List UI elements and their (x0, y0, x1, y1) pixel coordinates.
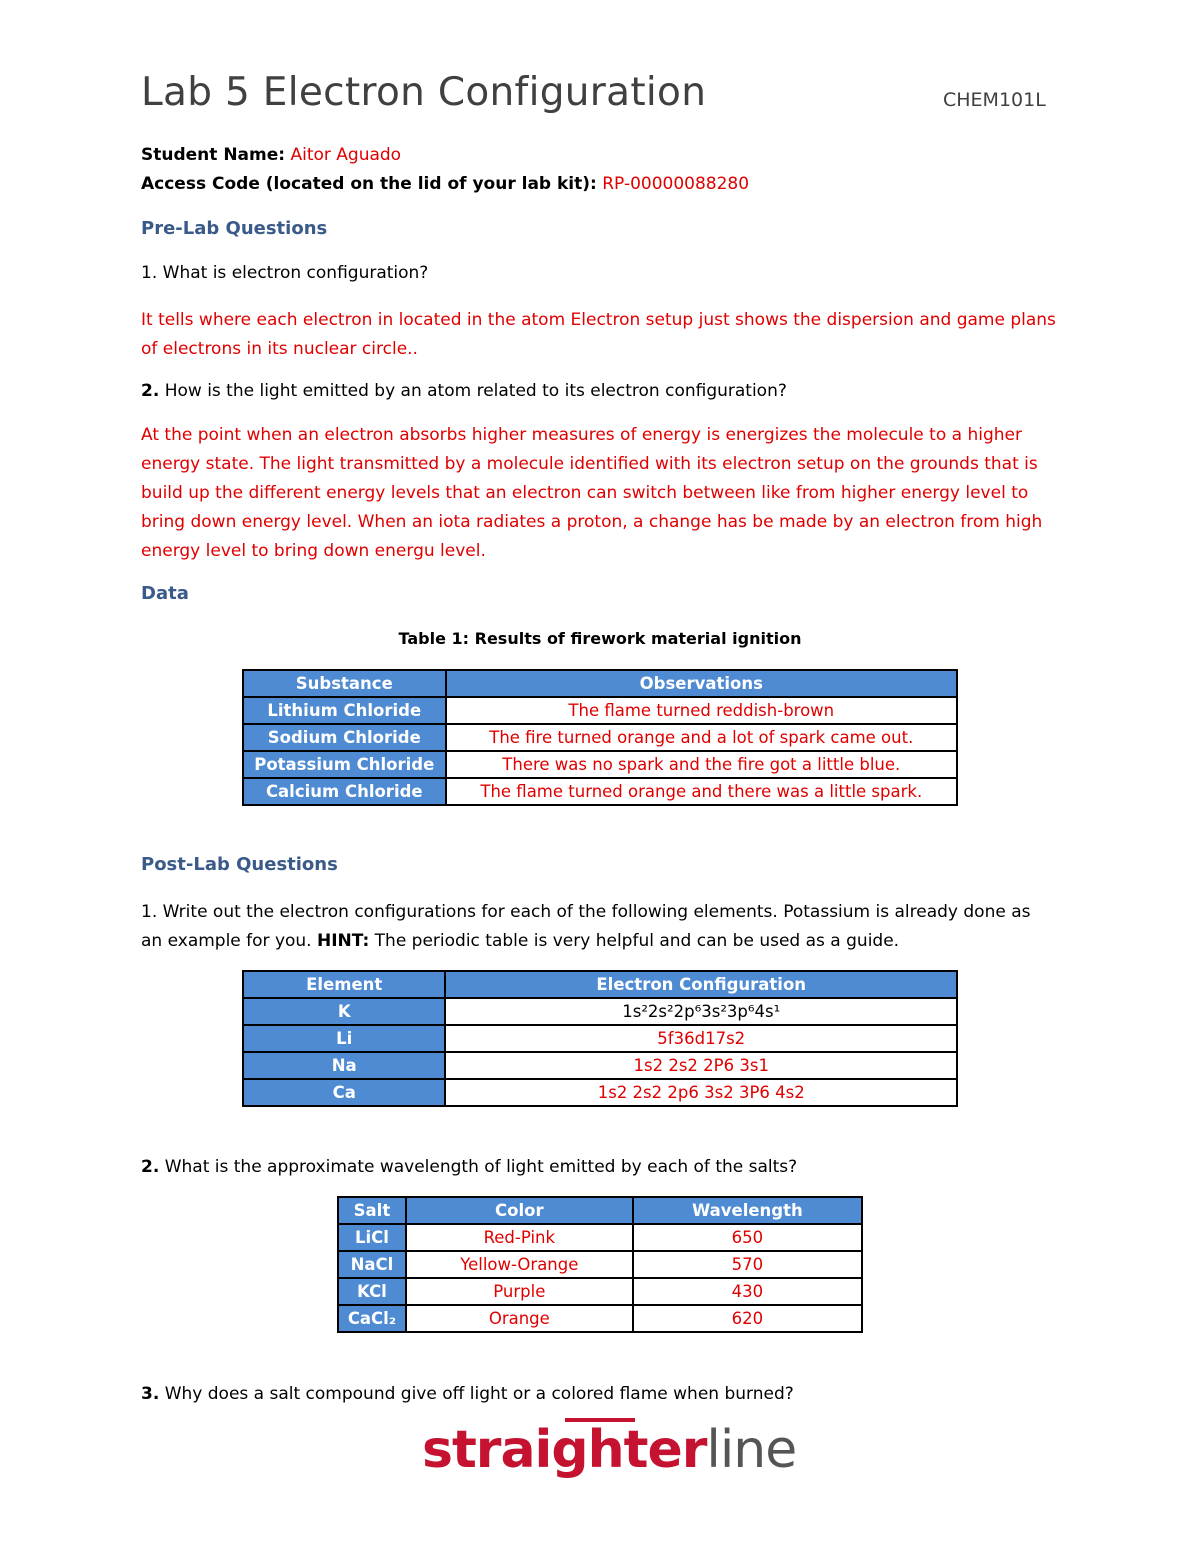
table-row (243, 1025, 957, 1052)
prelab-heading: Pre-Lab Questions (141, 218, 328, 239)
element-cell: Ca (243, 1079, 445, 1106)
color-cell: Red-Pink (406, 1224, 633, 1251)
table-row (243, 697, 957, 724)
prelab-answer-2: At the point when an electron absorbs higher measures of energy is energizes the molecule to a higher energy state. The light transmitted by a molecule identified with its electron setup on the grounds that is build up the different energy levels that an electron can switch between like from higher energy level to bring down energy level. When an iota radiates a proton, a change has be made by an electron from high energy level to bring down energu level. (141, 425, 1043, 561)
column-header: Electron Configuration (445, 971, 957, 998)
postlab-heading: Post-Lab Questions (141, 854, 338, 875)
access-code-label: Access Code (located on the lid of your lab kit): (141, 174, 597, 194)
table-row (338, 1224, 862, 1251)
hint-text: The periodic table is very helpful and can be used as a guide. (374, 931, 900, 951)
table-header-row (338, 1197, 862, 1224)
column-header: Substance (243, 670, 446, 697)
question-text: an example for you. (141, 931, 312, 951)
configuration-cell: 1s²2s²2p⁶3s²3p⁶4s¹ (445, 998, 957, 1025)
table-row (338, 1251, 862, 1278)
prelab-question-2 (141, 377, 787, 405)
salt-cell: NaCl (338, 1251, 406, 1278)
postlab-question-3 (141, 1380, 794, 1408)
question-number: 1. (141, 902, 158, 922)
student-name-value: Aitor Aguado (290, 145, 402, 165)
substance-cell: Calcium Chloride (243, 778, 446, 805)
substance-cell: Sodium Chloride (243, 724, 446, 751)
course-code: CHEM101L (943, 89, 1046, 111)
table-row (243, 1052, 957, 1079)
table-salt-wavelengths (337, 1196, 863, 1333)
salt-cell: CaCl₂ (338, 1305, 406, 1332)
observation-cell: The fire turned orange and a lot of spark came out. (446, 724, 957, 751)
color-cell: Purple (406, 1278, 633, 1305)
table-row (338, 1305, 862, 1332)
substance-cell: Lithium Chloride (243, 697, 446, 724)
column-header: Wavelength (633, 1197, 862, 1224)
question-text: How is the light emitted by an atom related to its electron configuration? (164, 381, 787, 401)
element-cell: Na (243, 1052, 445, 1079)
wavelength-cell: 620 (633, 1305, 862, 1332)
logo-text-primary: straighter (422, 1420, 707, 1480)
table-row (243, 778, 957, 805)
table-row (338, 1278, 862, 1305)
column-header: Observations (446, 670, 957, 697)
salt-cell: LiCl (338, 1224, 406, 1251)
question-text: What is the approximate wavelength of light emitted by each of the salts? (164, 1157, 798, 1177)
question-text: Write out the electron configurations for each of the following elements. Potassium is already done as (162, 902, 1031, 922)
student-name-label: Student Name: (141, 145, 286, 165)
table-row (243, 1079, 957, 1106)
prelab-question-1 (141, 259, 428, 287)
configuration-cell: 1s2 2s2 2P6 3s1 (445, 1052, 957, 1079)
logo-text-secondary: line (706, 1420, 797, 1480)
wavelength-cell: 570 (633, 1251, 862, 1278)
question-text: What is electron configuration? (162, 263, 429, 283)
question-number: 2. (141, 1157, 160, 1177)
straighterline-logo (422, 1420, 796, 1480)
wavelength-cell: 650 (633, 1224, 862, 1251)
table-row (243, 751, 957, 778)
configuration-cell: 5f36d17s2 (445, 1025, 957, 1052)
table-row (243, 724, 957, 751)
table-firework-results (242, 669, 958, 806)
access-code-line (141, 170, 749, 198)
hint-label: HINT: (317, 931, 370, 951)
question-number: 2. (141, 381, 160, 401)
substance-cell: Potassium Chloride (243, 751, 446, 778)
question-text: Why does a salt compound give off light or a colored flame when burned? (164, 1384, 794, 1404)
prelab-answer-1: It tells where each electron in located in the atom Electron setup just shows the dispersion and game plans of electrons in its nuclear circle.. (141, 310, 1056, 359)
question-number: 3. (141, 1384, 160, 1404)
color-cell: Yellow-Orange (406, 1251, 633, 1278)
access-code-value: RP-00000088280 (602, 174, 750, 194)
column-header: Color (406, 1197, 633, 1224)
postlab-question-2 (141, 1153, 797, 1181)
wavelength-cell: 430 (633, 1278, 862, 1305)
configuration-cell: 1s2 2s2 2p6 3s2 3P6 4s2 (445, 1079, 957, 1106)
page-title: Lab 5 Electron Configuration (141, 70, 707, 115)
question-number: 1. (141, 263, 158, 283)
observation-cell: The flame turned reddish-brown (446, 697, 957, 724)
observation-cell: The flame turned orange and there was a little spark. (446, 778, 957, 805)
table-header-row (243, 971, 957, 998)
observation-cell: There was no spark and the fire got a little blue. (446, 751, 957, 778)
postlab-question-1-line-b (141, 927, 899, 955)
table1-caption: Table 1: Results of firework material ignition (398, 629, 802, 648)
data-heading: Data (141, 583, 189, 604)
element-cell: K (243, 998, 445, 1025)
column-header: Salt (338, 1197, 406, 1224)
column-header: Element (243, 971, 445, 998)
table-row (243, 998, 957, 1025)
postlab-question-1-line-a (141, 898, 1031, 926)
color-cell: Orange (406, 1305, 633, 1332)
element-cell: Li (243, 1025, 445, 1052)
student-name-line (141, 141, 401, 169)
salt-cell: KCl (338, 1278, 406, 1305)
table-electron-configurations (242, 970, 958, 1107)
table-header-row (243, 670, 957, 697)
